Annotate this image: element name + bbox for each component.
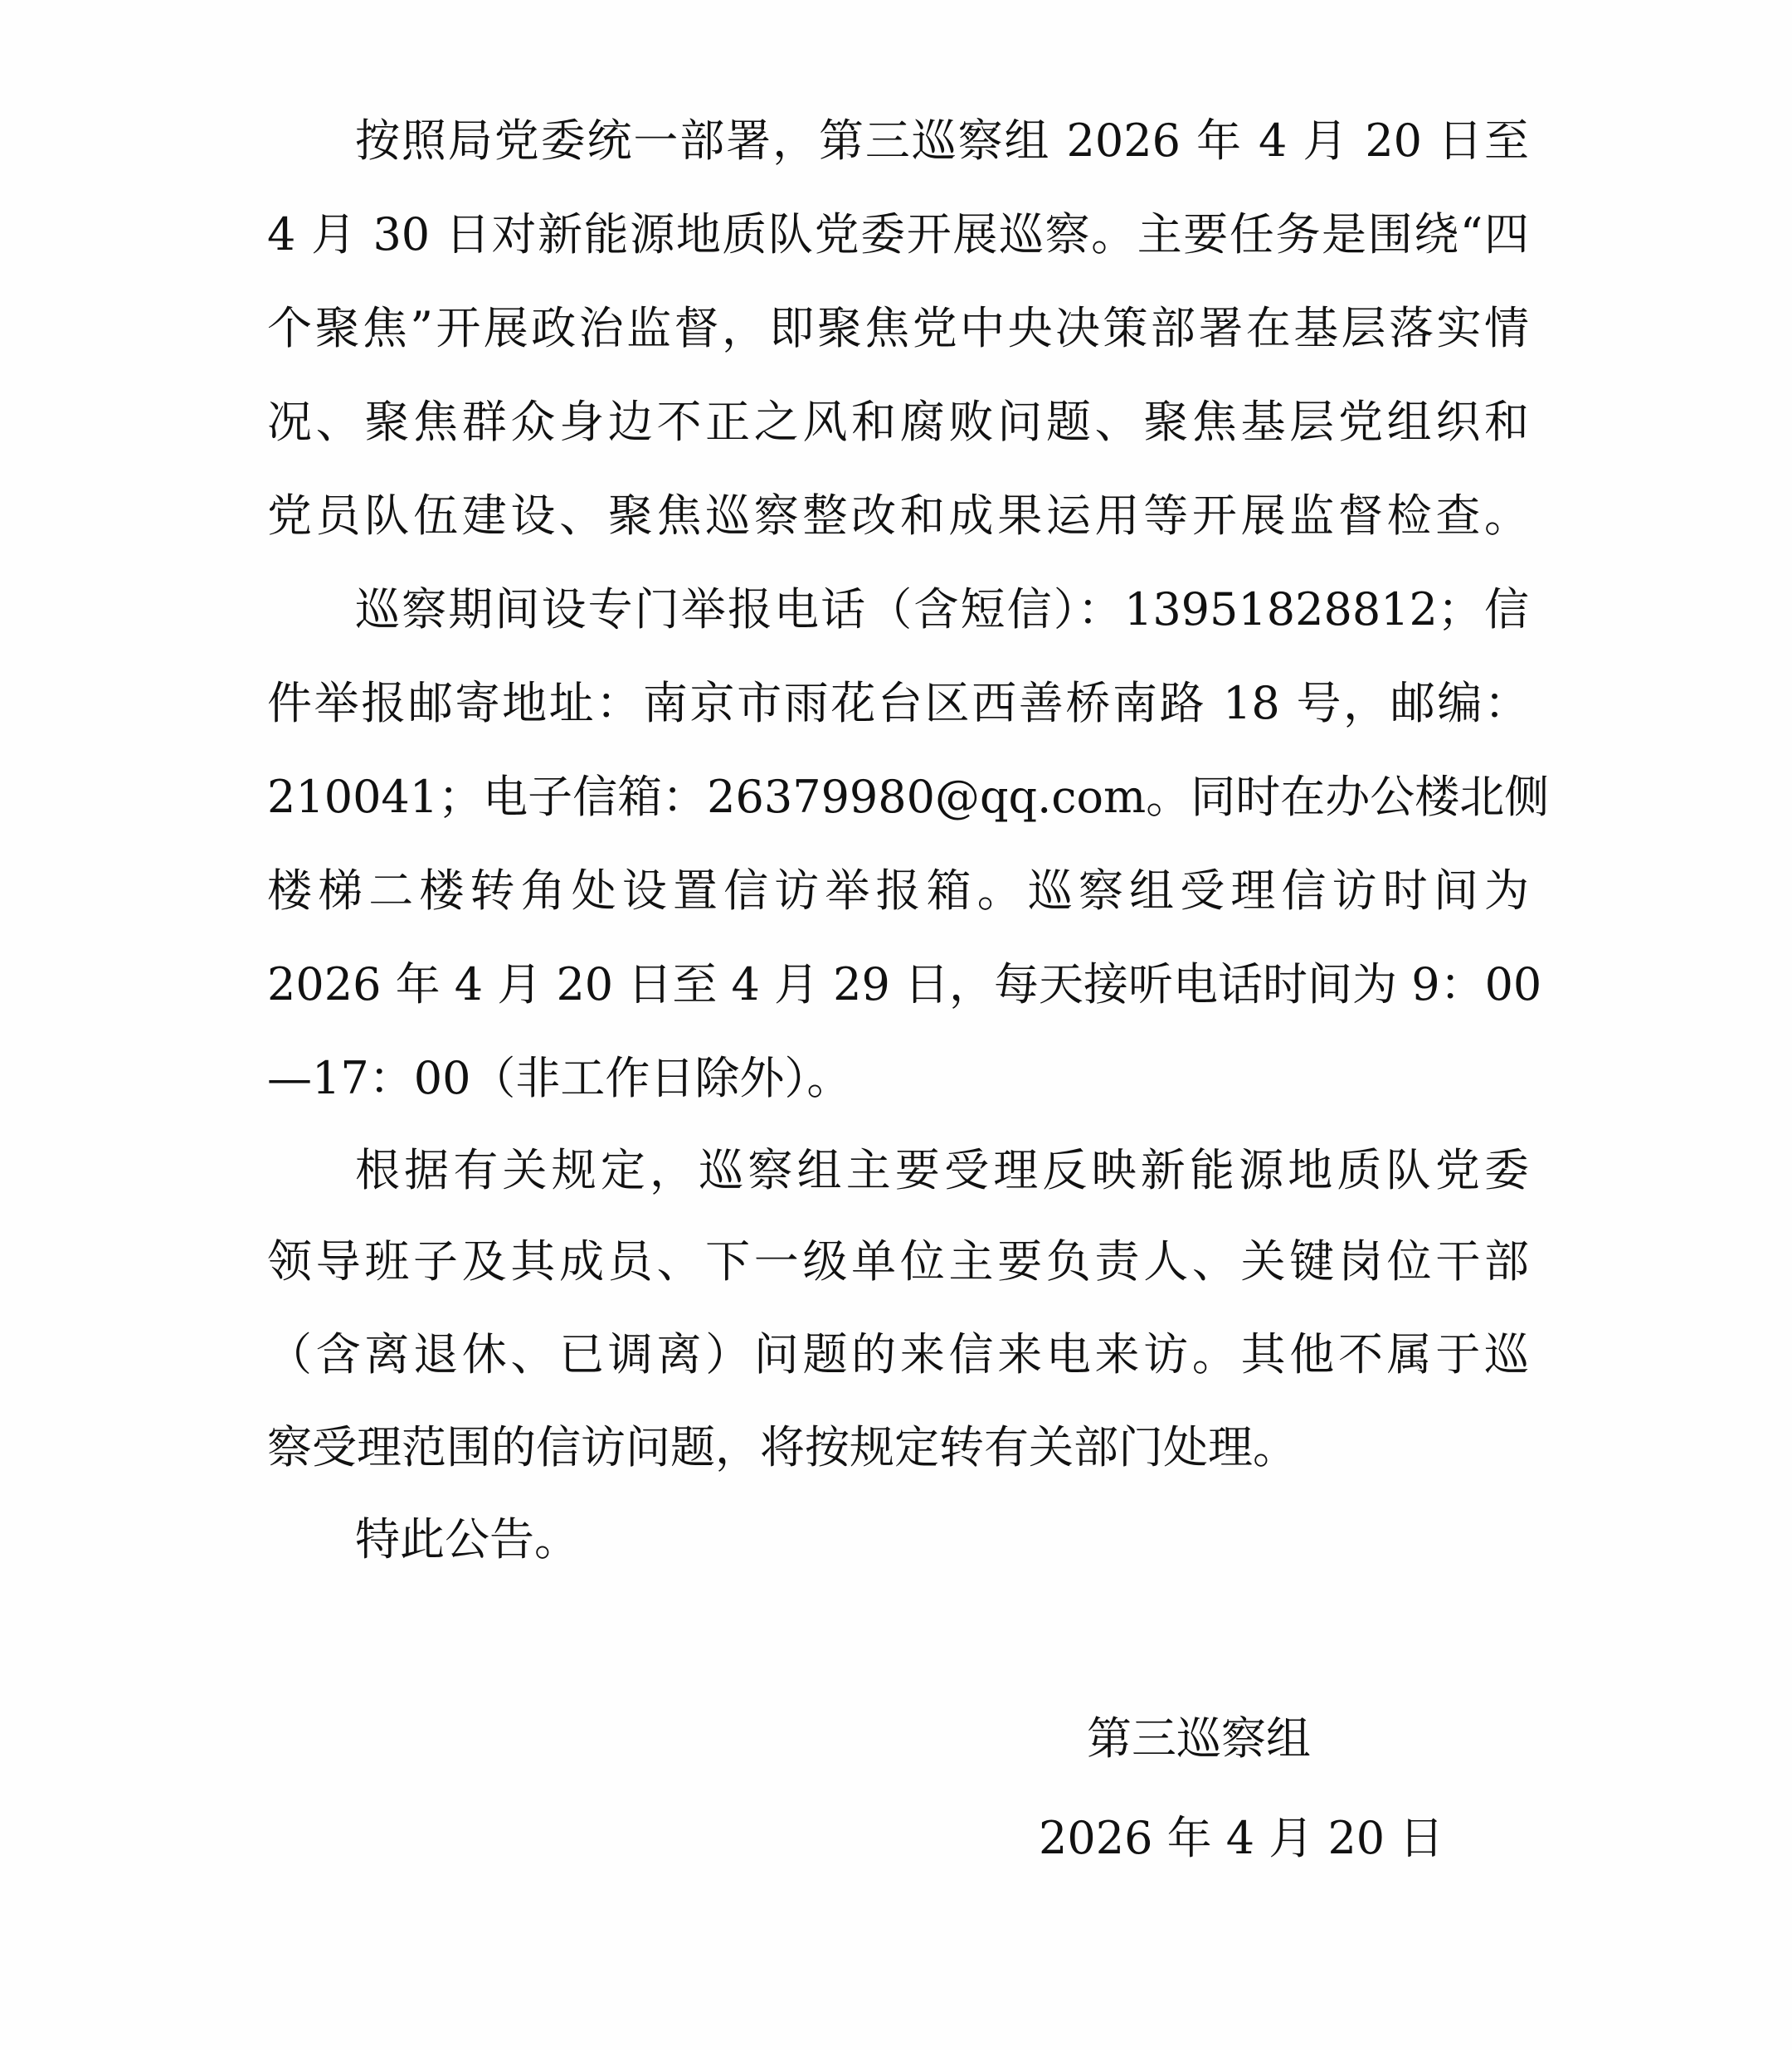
paragraph-line: 按照局党委统一部署，第三巡察组 2026 年 4 月 20 日至 (355, 114, 1529, 167)
paragraph-line: —17：00（非工作日除外）。 (267, 1052, 852, 1104)
paragraph-line: 党员队伍建设、聚焦巡察整改和成果运用等开展监督检查。 (267, 489, 1529, 542)
paragraph-line: 楼梯二楼转角处设置信访举报箱。巡察组受理信访时间为 (267, 864, 1529, 917)
paragraph-line: 察受理范围的信访问题，将按规定转有关部门处理。 (267, 1421, 1298, 1473)
paragraph-line: 根据有关规定，巡察组主要受理反映新能源地质队党委 (355, 1144, 1529, 1196)
paragraph-line: 巡察期间设专门举报电话（含短信）：13951828812；信 (355, 583, 1529, 635)
paragraph-line: 个聚焦”开展政治监督，即聚焦党中央决策部署在基层落实情 (267, 302, 1529, 354)
paragraph-line: 210041；电子信箱：26379980@qq.com。同时在办公楼北侧 (267, 771, 1550, 823)
paragraph-line: 领导班子及其成员、下一级单位主要负责人、关键岗位干部 (267, 1235, 1529, 1288)
paragraph-line: 件举报邮寄地址：南京市雨花台区西善桥南路 18 号，邮编： (267, 677, 1529, 729)
closing-line: 特此公告。 (355, 1513, 579, 1565)
paragraph-line: 2026 年 4 月 20 日至 4 月 29 日，每天接听电话时间为 9：00 (267, 958, 1542, 1010)
paragraph-line: 4 月 30 日对新能源地质队党委开展巡察。主要任务是围绕“四 (267, 208, 1529, 261)
issue-date: 2026 年 4 月 20 日 (1039, 1812, 1444, 1864)
paragraph-line: （含离退休、已调离）问题的来信来电来访。其他不属于巡 (267, 1328, 1529, 1380)
issuer-name: 第三巡察组 (1087, 1712, 1311, 1765)
paragraph-line: 况、聚焦群众身边不正之风和腐败问题、聚焦基层党组织和 (267, 396, 1529, 448)
